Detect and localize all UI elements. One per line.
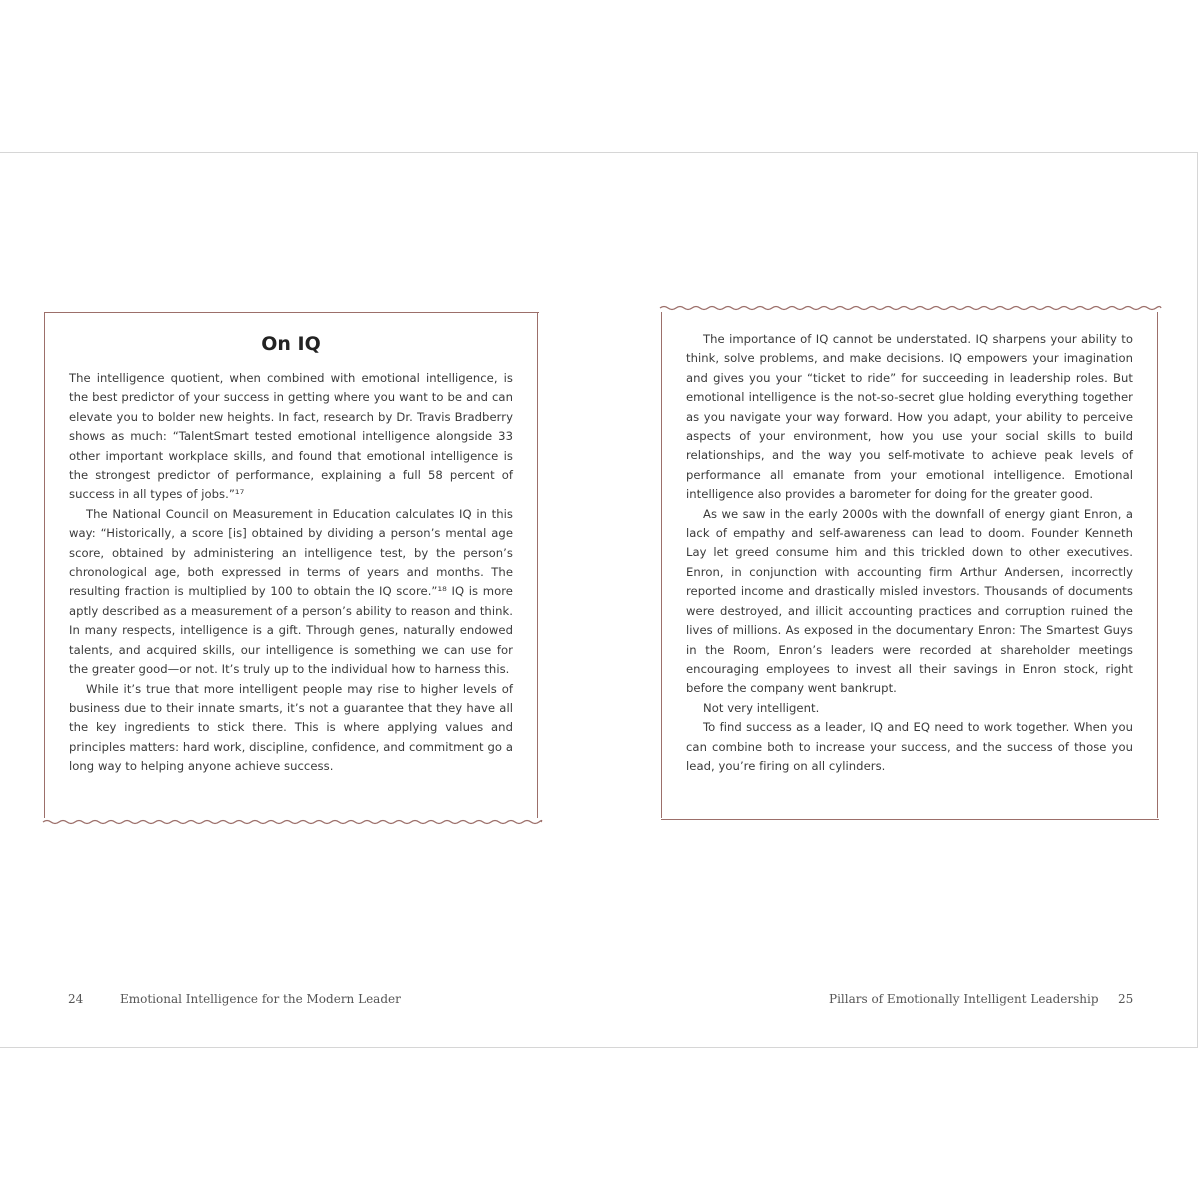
right-paragraph-2: As we saw in the early 2000s with the downfall of energy giant Enron, a lack of empathy and self-awareness can lead to doom. Founder Kenneth Lay let greed consume him and this trickled down to other executives. Enron, in conjunction with accounting firm Arthur Andersen, incorrectly reported income and drastically misled investors. Thousands of documents were destroyed, and illicit accounting practices and corruption ruined the lives of millions. As exposed in the documentary Enron: The Smartest Guys in the Room, Enron’s leaders were recorded at shareholder meetings encouraging employees to invest all their savings in Enron stock, right before the company went bankrupt. — [686, 506, 1133, 696]
left-paragraph-2: The National Council on Measurement in Education calculates IQ in this way: “Historically, a score [is] obtained by dividing a person’s mental age score, obtained by administering an intelligence test, by the person’s chronological age, both expressed in terms of years and months. The resulting fraction is multiplied by 100 to obtain the IQ score.”¹⁸ IQ is more aptly described as a measurement of a person’s ability to reason and think. In many respects, intelligence is a gift. Through genes, naturally endowed talents, and acquired skills, our intelligence is something we can use for the greater good—or not. It’s truly up to the individual how to harness this. — [69, 506, 513, 677]
left-sidebar-box — [44, 313, 538, 818]
running-head-right: Pillars of Emotionally Intelligent Leadership — [829, 992, 1099, 1006]
box-top-wave — [660, 304, 1161, 312]
box-top-rule — [44, 312, 539, 313]
left-box-text — [69, 369, 513, 777]
right-paragraph-1: The importance of IQ cannot be understated. IQ sharpens your ability to think, solve problems, and make decisions. IQ empowers your imagination and gives you your “ticket to ride” for succeeding in leadership roles. But emotional intelligence is the not-so-secret glue holding everything together as you navigate your way forward. How you adapt, your ability to perceive aspects of your environment, how you use your social skills to build relationships, and the way you self-motivate to achieve peak levels of performance all emanate from your emotional intelligence. Emotional intelligence also provides a barometer for doing for the greater good. — [686, 332, 1133, 502]
box-title: On IQ — [261, 333, 321, 355]
box-bottom-wave — [43, 818, 541, 826]
page-number-left: 24 — [68, 992, 84, 1006]
running-head-left: Emotional Intelligence for the Modern Leader — [120, 992, 401, 1006]
right-paragraph-4: To find success as a leader, IQ and EQ need to work together. When you can combine both to increase your success, and the success of those you lead, you’re firing on all cylinders. — [686, 720, 1133, 773]
right-paragraph-3: Not very intelligent. — [703, 700, 820, 715]
left-paragraph-3: While it’s true that more intelligent people may rise to higher levels of business due to their innate smarts, it’s not a guarantee that they have all the key ingredients to stick there. This is where applying values and principles matters: hard work, discipline, confidence, and commitment go a long way to helping anyone achieve success. — [69, 681, 513, 774]
page-number-right: 25 — [1118, 992, 1134, 1006]
box-bottom-rule — [661, 819, 1159, 820]
left-paragraph-1: The intelligence quotient, when combined with emotional intelligence, is the best predictor of your success in getting where you want to be and can elevate you to bolder new heights. In fact, research by Dr. Travis Bradberry shows as much: “TalentSmart tested emotional intelligence alongside 33 other important workplace skills, and found that emotional intelligence is the strongest predictor of performance, explaining a full 58 percent of success in all types of jobs.”¹⁷ — [69, 371, 513, 502]
right-sidebar-box — [661, 312, 1158, 818]
right-box-text — [686, 330, 1133, 776]
